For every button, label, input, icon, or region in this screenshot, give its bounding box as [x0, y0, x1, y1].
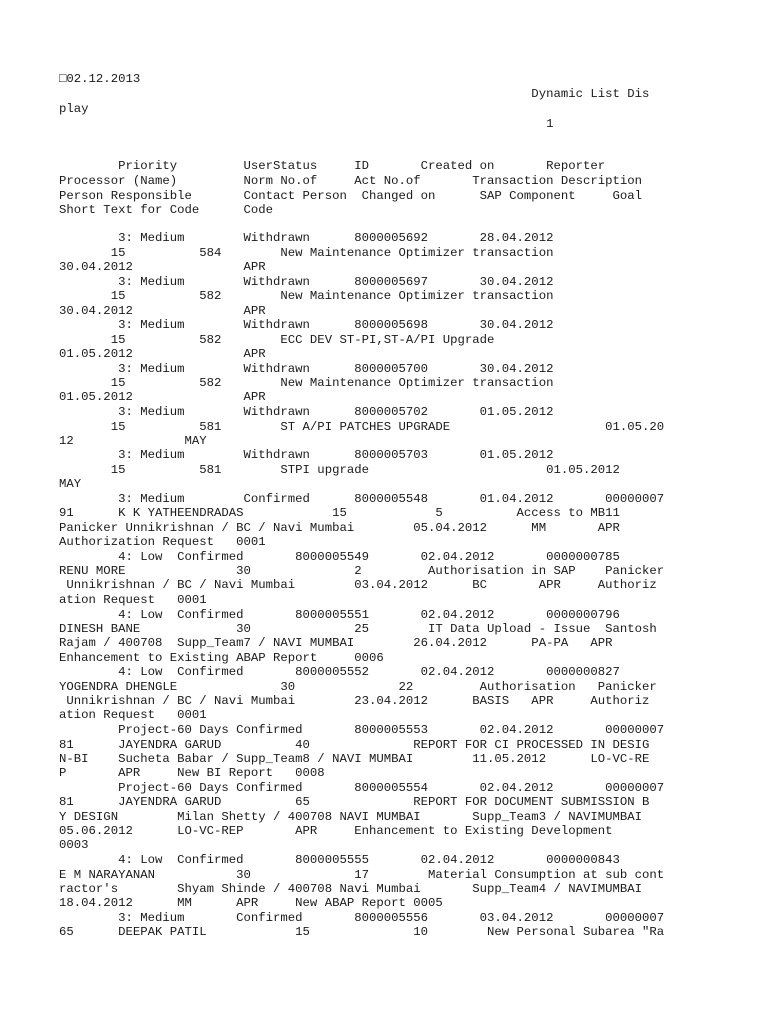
record-line: Project-60 Days Confirmed 8000005553 02.04.2012 00000007	[0, 723, 665, 737]
record-line: 4: Low Confirmed 8000005552 02.04.2012 0000000827	[0, 665, 620, 679]
column-header-line: Priority UserStatus ID Created on Reporter	[0, 159, 606, 173]
record-line: Enhancement to Existing ABAP Report 0006	[0, 651, 384, 665]
record-line: ation Request 0001	[0, 593, 207, 607]
record-line: 3: Medium Withdrawn 8000005702 01.05.2012	[0, 405, 554, 419]
record-line: 3: Medium Withdrawn 8000005700 30.04.2012	[0, 362, 554, 376]
record-line: Project-60 Days Confirmed 8000005554 02.04.2012 00000007	[0, 781, 665, 795]
record-line: 15 582 ECC DEV ST-PI,ST-A/PI Upgrade	[0, 333, 495, 347]
record-line: 4: Low Confirmed 8000005551 02.04.2012 0000000796	[0, 608, 620, 622]
page-number: 1	[0, 117, 554, 131]
record-line: 15 582 New Maintenance Optimizer transaction	[0, 376, 554, 390]
record-line: 30.04.2012 APR	[0, 304, 266, 318]
column-header-line: Short Text for Code Code	[0, 203, 274, 217]
record-line: DINESH BANE 30 25 IT Data Upload - Issue Santosh	[0, 622, 657, 636]
record-line: E M NARAYANAN 30 17 Material Consumption at sub cont	[0, 868, 665, 882]
record-line: YOGENDRA DHENGLE 30 22 Authorisation Panicker	[0, 680, 657, 694]
record-line: 18.04.2012 MM APR New ABAP Report 0005	[0, 896, 443, 910]
record-line: 3: Medium Withdrawn 8000005692 28.04.2012	[0, 231, 554, 245]
record-line: Y DESIGN Milan Shetty / 400708 NAVI MUMBAI Supp_Team3 / NAVIMUMBAI	[0, 810, 643, 824]
record-line: 05.06.2012 LO-VC-REP APR Enhancement to Existing Development	[0, 824, 613, 838]
record-line: ractor's Shyam Shinde / 400708 Navi Mumbai Supp_Team4 / NAVIMUMBAI	[0, 882, 643, 896]
record-line: 3: Medium Withdrawn 8000005698 30.04.2012	[0, 318, 554, 332]
record-line: 65 DEEPAK PATIL 15 10 New Personal Subarea "Ra	[0, 925, 665, 939]
record-line: N-BI Sucheta Babar / Supp_Team8 / NAVI MUMBAI 11.05.2012 LO-VC-RE	[0, 752, 650, 766]
record-line: 81 JAYENDRA GARUD 65 REPORT FOR DOCUMENT SUBMISSION B	[0, 795, 650, 809]
column-header-line: Processor (Name) Norm No.of Act No.of Transaction Description	[0, 174, 643, 188]
print-date: □02.12.2013	[0, 72, 141, 86]
record-line: 15 584 New Maintenance Optimizer transaction	[0, 246, 554, 260]
record-line: 0003	[0, 838, 89, 852]
record-line: Authorization Request 0001	[0, 535, 266, 549]
record-line: 01.05.2012 APR	[0, 390, 266, 404]
record-line: 15 582 New Maintenance Optimizer transaction	[0, 289, 554, 303]
record-line: 30.04.2012 APR	[0, 260, 266, 274]
record-line: 91 K K YATHEENDRADAS 15 5 Access to MB11	[0, 506, 620, 520]
record-line: Unnikrishnan / BC / Navi Mumbai 03.04.2012 BC APR Authoriz	[0, 578, 657, 592]
record-line: Unnikrishnan / BC / Navi Mumbai 23.04.2012 BASIS APR Authoriz	[0, 694, 650, 708]
record-line: 3: Medium Withdrawn 8000005697 30.04.2012	[0, 275, 554, 289]
record-line: Panicker Unnikrishnan / BC / Navi Mumbai 05.04.2012 MM APR	[0, 521, 620, 535]
column-header-line: Person Responsible Contact Person Changed on SAP Component Goal	[0, 189, 643, 203]
record-line: 15 581 ST A/PI PATCHES UPGRADE 01.05.20	[0, 420, 665, 434]
record-line: 81 JAYENDRA GARUD 40 REPORT FOR CI PROCESSED IN DESIG	[0, 738, 650, 752]
record-line: 3: Medium Confirmed 8000005556 03.04.2012 00000007	[0, 911, 665, 925]
record-line: MAY	[0, 477, 82, 491]
record-line: RENU MORE 30 2 Authorisation in SAP Panicker	[0, 564, 665, 578]
record-line: ation Request 0001	[0, 708, 207, 722]
record-line: Rajam / 400708 Supp_Team7 / NAVI MUMBAI 26.04.2012 PA-PA APR	[0, 636, 613, 650]
record-line: 3: Medium Withdrawn 8000005703 01.05.2012	[0, 448, 554, 462]
record-line: 4: Low Confirmed 8000005549 02.04.2012 0000000785	[0, 550, 620, 564]
record-line: P APR New BI Report 0008	[0, 766, 325, 780]
report-title-continued: play	[0, 102, 89, 116]
record-line: 3: Medium Confirmed 8000005548 01.04.2012 00000007	[0, 492, 665, 506]
report-title: Dynamic List Dis	[0, 87, 650, 101]
record-line: 12 MAY	[0, 434, 207, 448]
record-line: 01.05.2012 APR	[0, 347, 266, 361]
record-line: 15 581 STPI upgrade 01.05.2012	[0, 463, 620, 477]
record-line: 4: Low Confirmed 8000005555 02.04.2012 0000000843	[0, 853, 620, 867]
